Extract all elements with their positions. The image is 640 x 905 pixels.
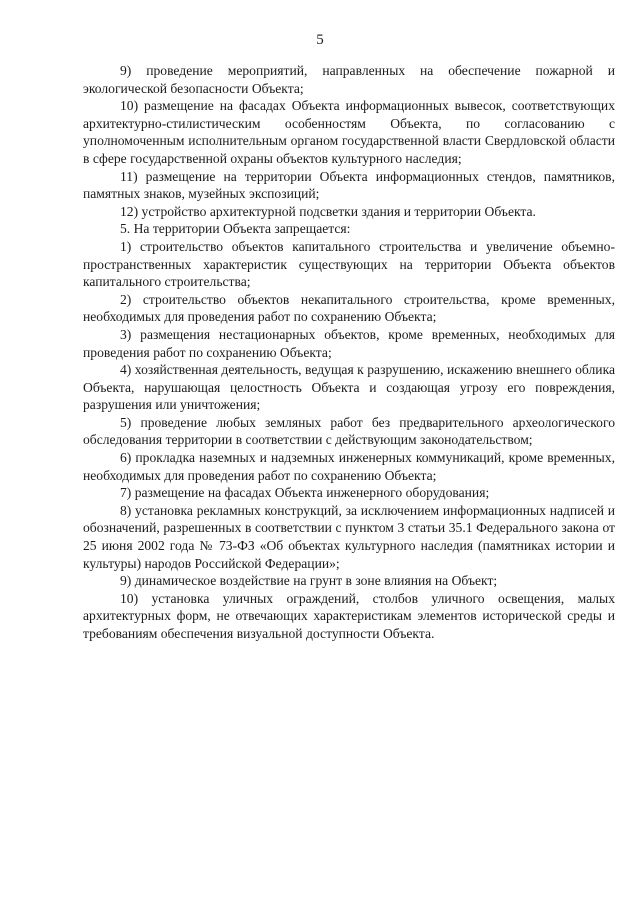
- paragraph-9-fire-safety: 9) проведение мероприятий, направленных на обеспечение пожарной и экологической безопасности Объекта;: [83, 63, 615, 96]
- prohibition-3-nonstationary-objects: 3) размещения нестационарных объектов, кроме временных, необходимых для проведения работ по сохранению Объекта;: [83, 326, 615, 360]
- prohibition-5-earthworks: 5) проведение любых земляных работ без предварительного археологического обследования территории в соответствии с действующим законодательством;: [83, 414, 615, 448]
- paragraph-11-stands: 11) размещение на территории Объекта информационных стендов, памятников, памятных знаков, музейных экспозиций;: [83, 168, 615, 202]
- prohibition-6-utilities: 6) прокладка наземных и надземных инженерных коммуникаций, кроме временных, необходимых для проведения работ по сохранению Объекта;: [83, 450, 615, 483]
- prohibition-2-noncapital-construction: 2) строительство объектов некапитального строительства, кроме временных, необходимых для проведения работ по сохранению Объекта;: [83, 291, 615, 325]
- prohibition-8-advertising: 8) установка рекламных конструкций, за исключением информационных надписей и обозначений, разрешенных в соответствии с пунктом 3 статьи 35.1 Федерального закона от 25 июня 2002 года № 73-ФЗ «Об объектах культурного наследия (памятниках истории и культуры) народов Российской Федерации»;: [83, 502, 615, 571]
- prohibition-1-capital-construction: 1) строительство объектов капитального строительства и увеличение объемно-пространственных характеристик существующих на территории Объекта объектов капитального строительства;: [83, 238, 615, 290]
- document-body: [83, 62, 615, 643]
- paragraph-10-signage: 10) размещение на фасадах Объекта информационных вывесок, соответствующих архитектурно-стилистическим особенностям Объекта, по согласованию с уполномоченным исполнительным органом государственной власти Свердловской области в сфере государственной охраны объектов культурного наследия;: [83, 98, 615, 166]
- page-number: 5: [316, 32, 324, 48]
- section-5-heading: 5. На территории Объекта запрещается:: [120, 221, 351, 237]
- prohibition-9-dynamic-impact: 9) динамическое воздействие на грунт в зоне влияния на Объект;: [120, 573, 498, 589]
- prohibition-7-facade-equipment: 7) размещение на фасадах Объекта инженерного оборудования;: [120, 485, 490, 501]
- paragraph-12-lighting: 12) устройство архитектурной подсветки здания и территории Объекта.: [120, 203, 536, 219]
- prohibition-4-economic-activity: 4) хозяйственная деятельность, ведущая к разрушению, искажению внешнего облика Объекта, нарушающая целостность Объекта и создающая угрозу его повреждения, разрушения или уничтожения;: [83, 362, 615, 413]
- prohibition-10-street-furniture: 10) установка уличных ограждений, столбов уличного освещения, малых архитектурных форм, не отвечающих характеристикам элементов исторической среды и требованиям обеспечения визуальной доступности Объекта.: [83, 590, 615, 641]
